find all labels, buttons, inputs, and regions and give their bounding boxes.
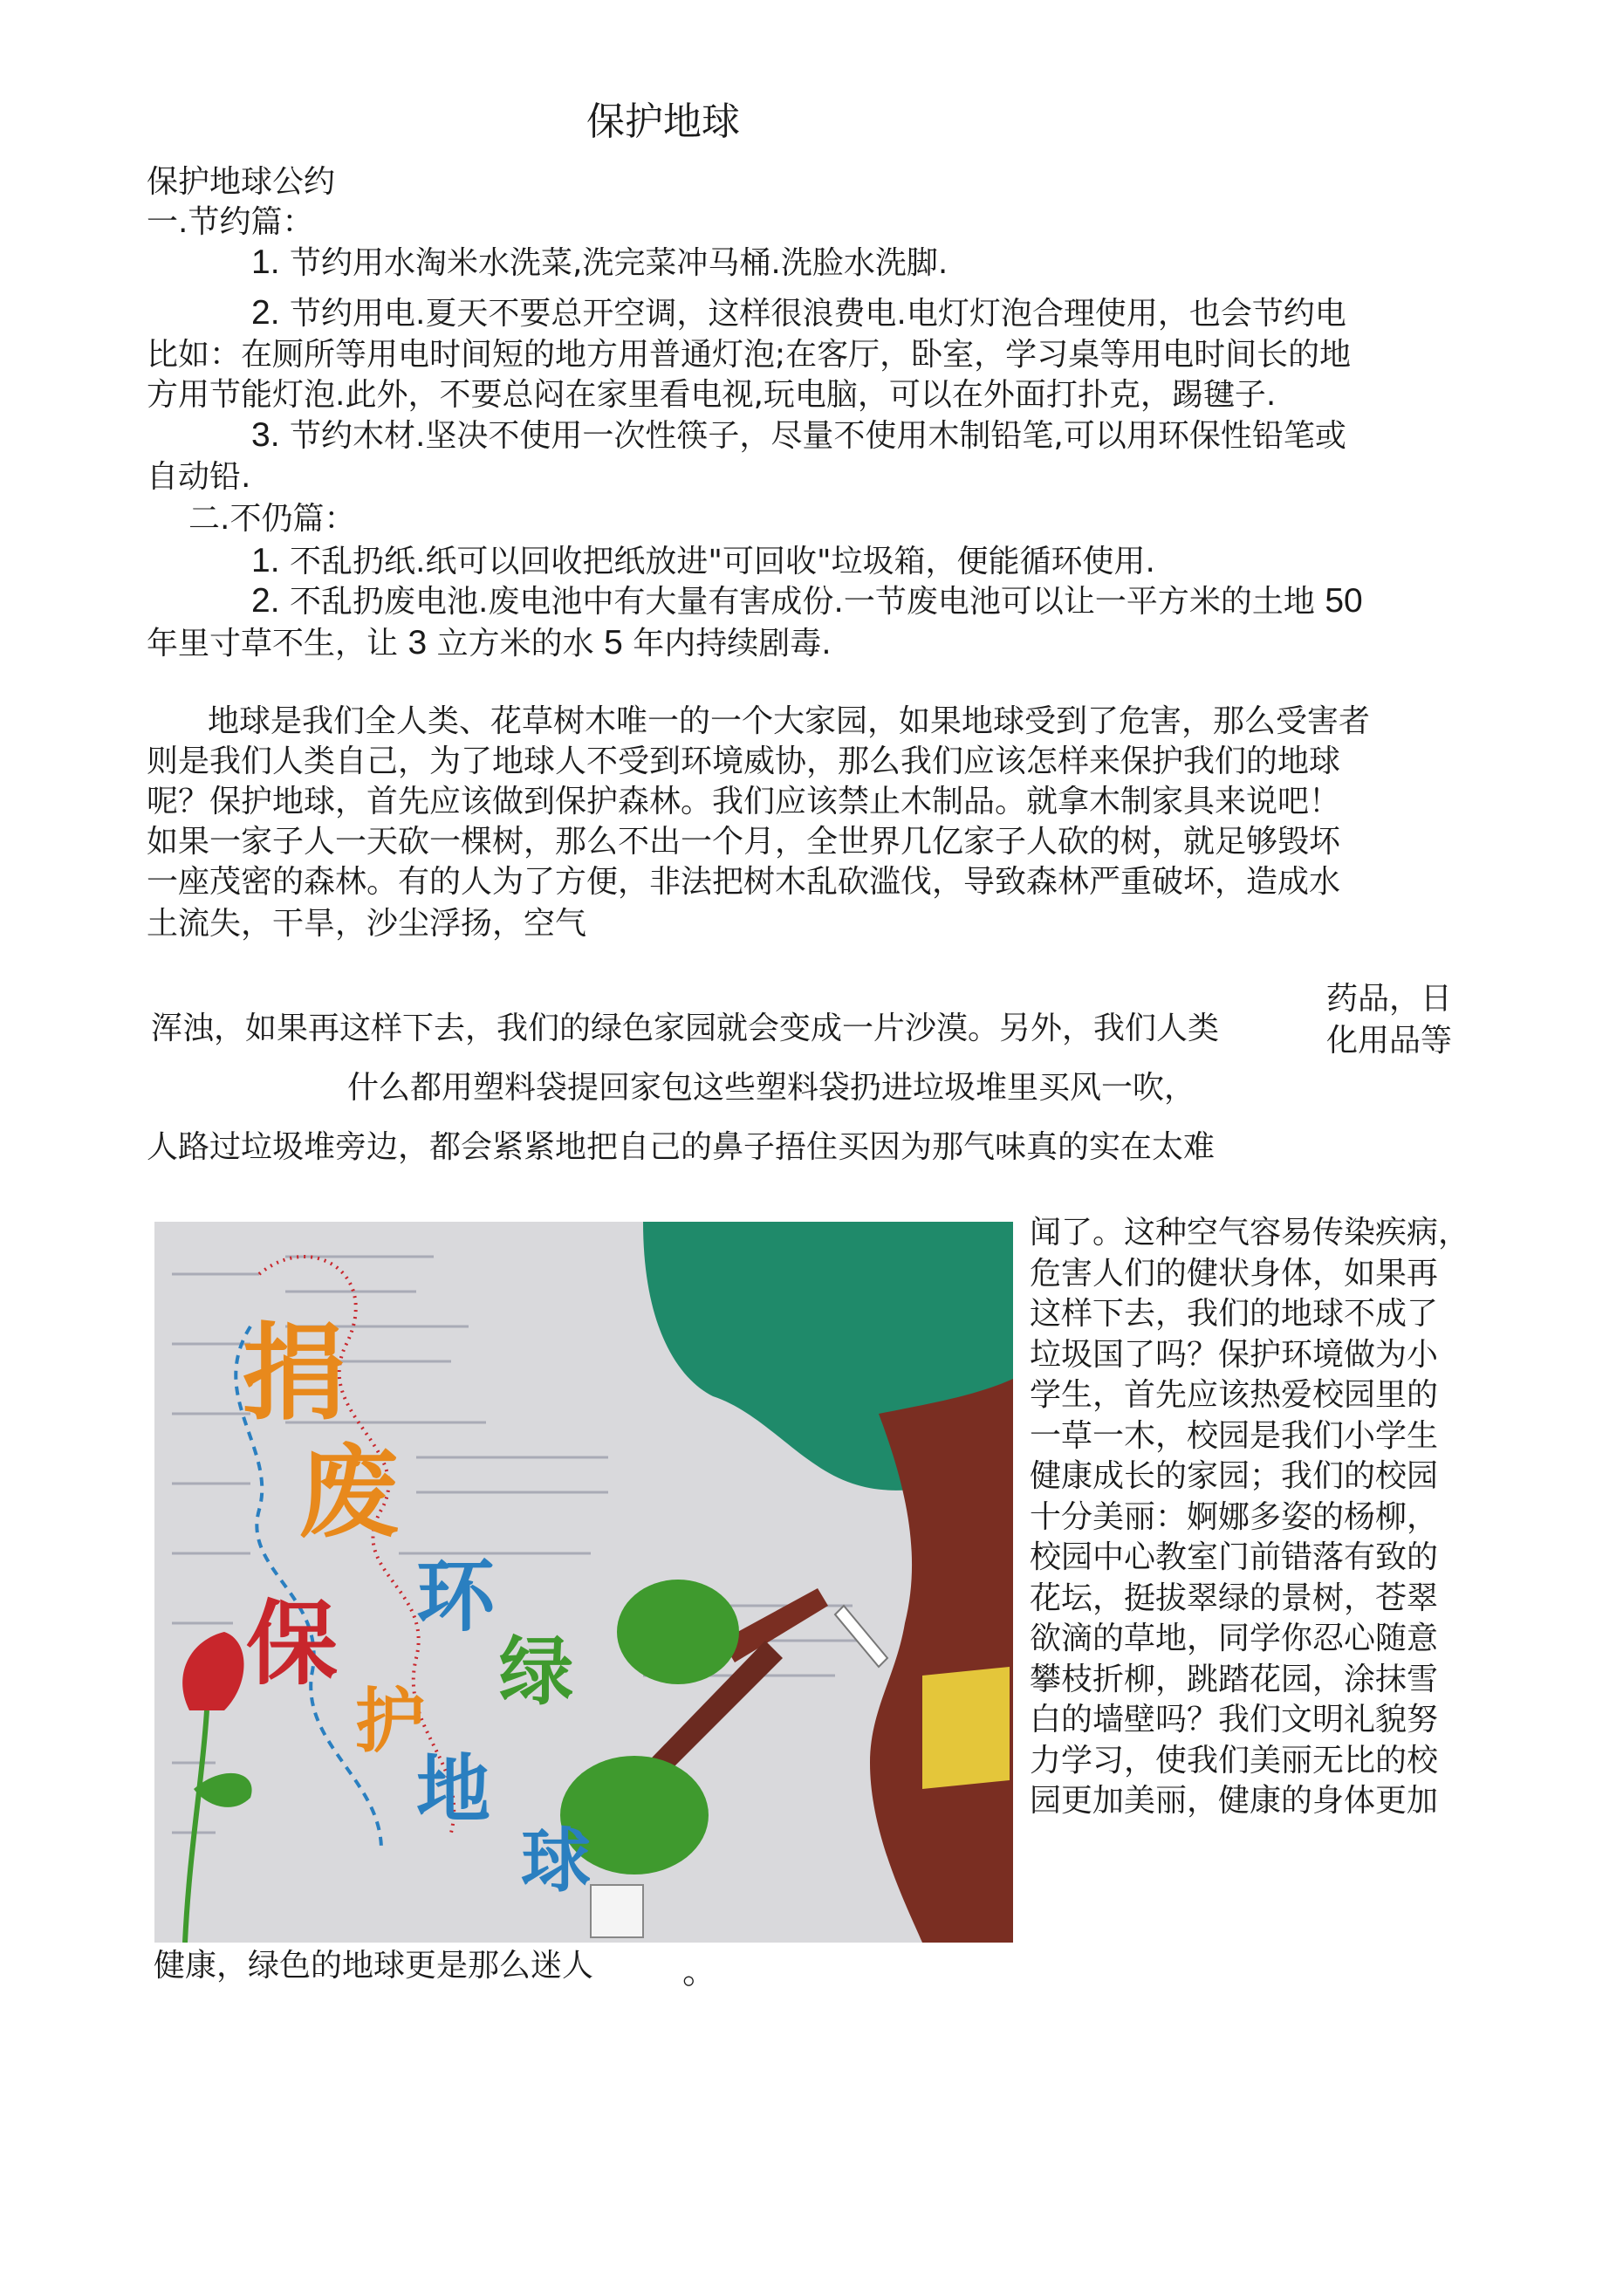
essay-final-period: 。 (682, 1951, 717, 1991)
item-text: 不乱扔纸.纸可以回收把纸放进"可回收"垃圾箱，便能循环使用. (289, 544, 1155, 579)
essay-side-line: 校园中心教室门前错落有致的 (1030, 1539, 1439, 1575)
essay-line-4: 如果一家子人一天砍一棵树，那么不出一个月，全世界几亿家子人砍的树，就足够毁坏 (147, 824, 1341, 860)
poster-char: 球 (521, 1820, 591, 1902)
saving-item-electricity-line3: 方用节能灯泡.此外，不要总闷在家里看电视,玩电脑，可以在外面打扑克，踢毽子. (147, 377, 1277, 413)
poster-char: 护 (355, 1681, 425, 1762)
essay-side-line: 一草一木，校园是我们小学生 (1030, 1417, 1439, 1454)
item-text: 立方米的水 (436, 626, 594, 661)
essay-side-line: 园更加美丽，健康的身体更加 (1030, 1783, 1439, 1819)
essay-line-9: 人路过垃圾堆旁边，都会紧紧地把自己的鼻子捂住买因为那气味真的实在太难 (147, 1129, 1216, 1165)
litter-item-paper (251, 541, 1155, 582)
item-text: 节约用电.夏天不要总开空调，这样很浪费电.电灯灯泡合理使用，也会节约电 (289, 296, 1346, 332)
poster-char: 环 (416, 1551, 495, 1642)
section-saving-heading: 一.节约篇： (147, 204, 314, 240)
item-text: 不乱扔废电池.废电池中有大量有害成份.一节废电池可以让一平方米的土地 (289, 584, 1315, 620)
essay-side-line: 垃圾国了吗？保护环境做为小 (1030, 1336, 1439, 1373)
essay-line-2: 则是我们人类自己，为了地球人不受到环境威协，那么我们应该怎样来保护我们的地球 (147, 744, 1341, 779)
item-text: 年里寸草不生，让 (147, 626, 399, 661)
item-text: 年内持续剧毒. (633, 626, 832, 661)
item-text: 节约用水淘米水洗菜,洗完菜冲马桶.洗脸水洗脚. (289, 245, 948, 281)
number-fifty: 50 (1325, 582, 1363, 620)
essay-line-7: 浑浊，如果再这样下去，我们的绿色家园就会变成一片沙漠。另外，我们人类 (151, 1011, 1220, 1046)
item-number: 2. (251, 294, 280, 332)
essay-line-5: 一座茂密的森林。有的人为了方便，非法把树木乱砍滥伐，导致森林严重破坏，造成水 (147, 864, 1341, 900)
number-three: 3 (407, 624, 428, 661)
saving-item-electricity-line1 (251, 293, 1346, 334)
saving-item-water (251, 243, 948, 284)
essay-side-line: 白的墙壁吗？我们文明礼貌努 (1030, 1702, 1439, 1737)
essay-side-line: 危害人们的健状身体，如果再 (1030, 1255, 1439, 1292)
essay-side-column (1030, 1213, 1518, 1822)
section-no-litter-heading: 二.不仍篇： (188, 501, 356, 537)
poster-char: 地 (416, 1747, 491, 1833)
essay-final-line: 健康，绿色的地球更是那么迷人 (154, 1948, 594, 1984)
saving-item-wood-line1 (251, 415, 1346, 456)
essay-line-1: 地球是我们全人类、花草树木唯一的一个大家园，如果地球受到了危害，那么受害者 (208, 703, 1371, 739)
essay-line-8: 什么都用塑料袋提回家包这些塑料袋扔进垃圾堆里买风一吹， (347, 1070, 1196, 1106)
essay-line-6: 土流失，干旱，沙尘浮扬，空气 (147, 906, 587, 942)
essay-side-line: 花坛，挺拔翠绿的景树，苍翠 (1030, 1580, 1439, 1616)
document-title: 保护地球 (586, 99, 740, 144)
item-number: 1. (251, 542, 280, 579)
essay-side-note-2: 化用品等 (1326, 1023, 1453, 1059)
essay-side-line: 欲滴的草地，同学你忍心随意 (1030, 1621, 1439, 1656)
item-number: 1. (251, 243, 280, 281)
item-number: 2. (251, 582, 280, 620)
litter-item-battery-line2 (147, 623, 832, 664)
item-number: 3. (251, 416, 280, 454)
poster-char: 捐 (242, 1313, 346, 1435)
essay-side-line: 攀枝折柳，跳踏花园，涂抹雪 (1030, 1661, 1439, 1697)
essay-side-line: 力学习，使我们美丽无比的校 (1030, 1742, 1439, 1779)
essay-side-line: 闻了。这种空气容易传染疾病， (1030, 1215, 1470, 1251)
tree-sign (922, 1667, 1010, 1789)
poster-char: 绿 (499, 1629, 574, 1716)
essay-side-line: 这样下去，我们的地球不成了 (1030, 1296, 1439, 1332)
saving-item-wood-line2: 自动铅. (147, 459, 251, 495)
essay-side-line: 健康成长的家园；我们的校园 (1030, 1458, 1439, 1494)
poster-char: 废 (298, 1435, 400, 1552)
essay-line-3: 呢？保护地球，首先应该做到保护森林。我们应该禁止木制品。就拿木制家具来说吧！ (147, 784, 1341, 819)
poster-char: 保 (246, 1591, 339, 1697)
litter-item-battery-line1 (251, 581, 1363, 622)
item-text: 节约木材.坚决不使用一次性筷子，尽量不使用木制铅笔,可以用环保性铅笔或 (289, 418, 1346, 454)
green-earth-blob-upper (617, 1580, 739, 1684)
essay-side-line: 学生，首先应该热爱校园里的 (1030, 1377, 1439, 1413)
essay-side-note-1: 药品，日 (1326, 981, 1453, 1017)
essay-side-line: 十分美丽：婀娜多姿的杨柳， (1030, 1498, 1439, 1535)
hand-drawn-poster-image (154, 1222, 1013, 1943)
saving-item-electricity-line2: 比如：在厕所等用电时间短的地方用普通灯泡;在客厅，卧室，学习桌等用电时间长的地 (147, 337, 1352, 373)
number-five: 5 (604, 624, 623, 661)
convention-heading: 保护地球公约 (147, 164, 336, 200)
paper-doodle (591, 1885, 643, 1937)
